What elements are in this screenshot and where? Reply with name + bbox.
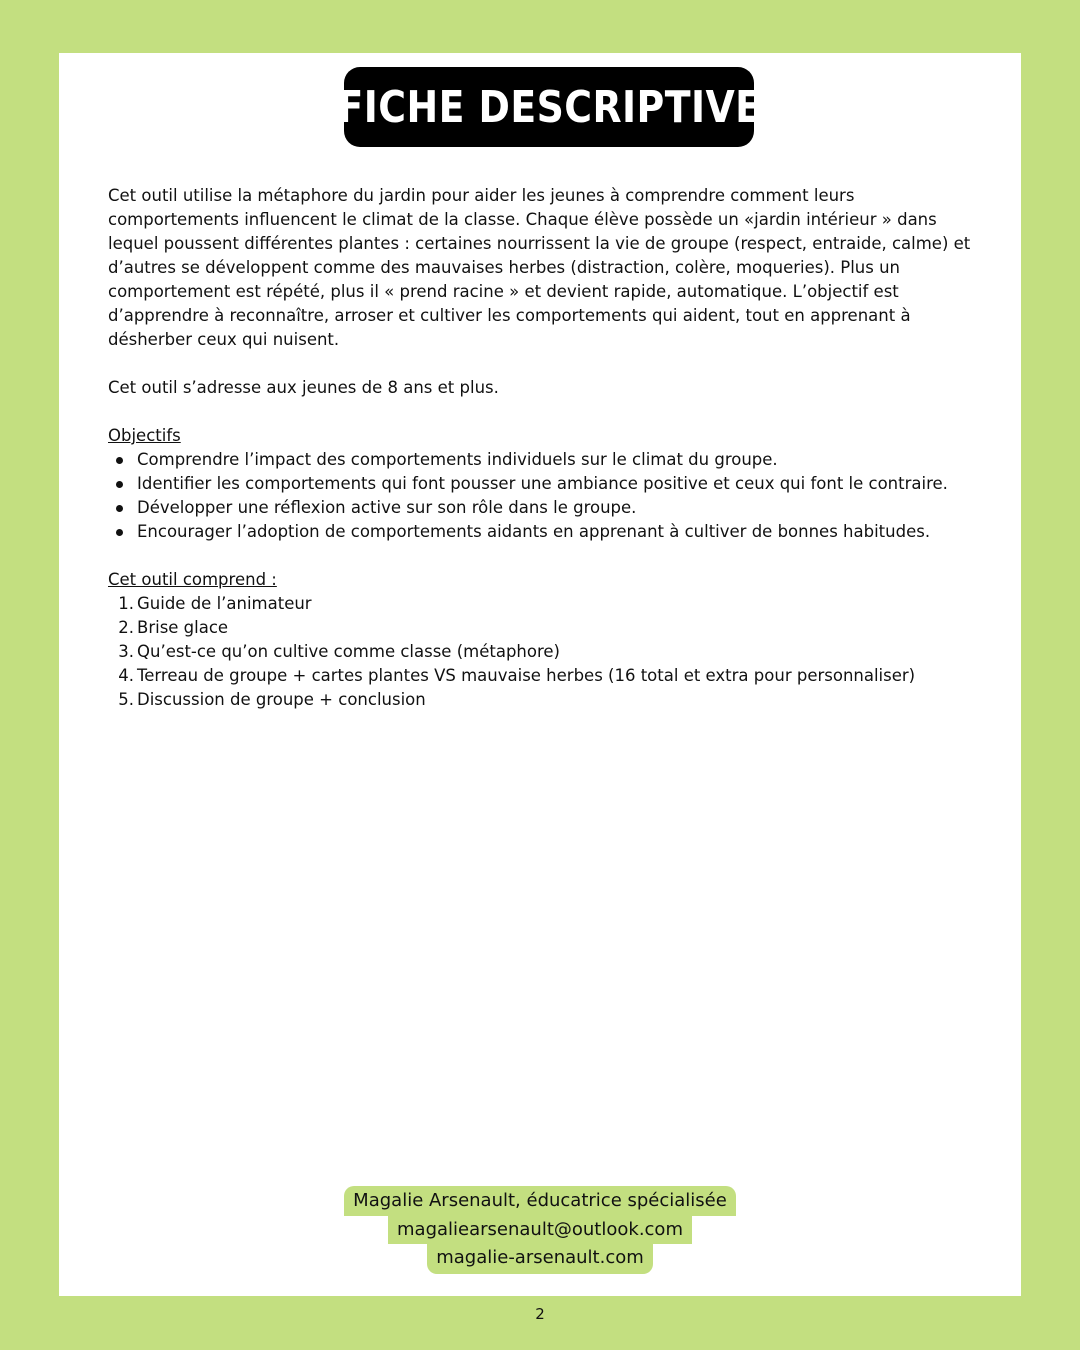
contents-item-number: 1. — [118, 594, 134, 613]
audience-text: Cet outil s’adresse aux jeunes de 8 ans et plus. — [108, 378, 499, 397]
author-website[interactable]: magalie-arsenault.com — [427, 1244, 653, 1274]
contents-item-text: Terreau de groupe + cartes plantes VS mauvaise herbes (16 total et extra pour personnaliser) — [137, 666, 916, 685]
contents-item — [118, 688, 988, 712]
author-credits — [59, 1186, 1021, 1274]
contents-item — [118, 664, 988, 688]
objective-item: Encourager l’adoption de comportements aidants en apprenant à cultiver de bonnes habitudes. — [137, 520, 988, 544]
intro-paragraph: Cet outil utilise la métaphore du jardin pour aider les jeunes à comprendre comment leurs comportements influencent le climat de la classe. Chaque élève possède un «jardin intérieur » dans lequel poussent différentes plantes : certaines nourrissent la vie de groupe (respect, entraide, calme) et d’autres se développent comme des mauvaises herbes (distraction, colère, moqueries). Plus un comportement est répété, plus il « prend racine » et devient rapide, automatique. L’objectif est d’apprendre à reconnaître, arroser et cultiver les comportements qui aident, tout en apprenant à désherber ceux qui nuisent. — [108, 186, 971, 349]
objective-item: Comprendre l’impact des comportements individuels sur le climat du groupe. — [137, 448, 988, 472]
objective-item: Développer une réflexion active sur son rôle dans le groupe. — [137, 496, 988, 520]
objective-item: Identifier les comportements qui font pousser une ambiance positive et ceux qui font le contraire. — [137, 472, 988, 496]
contents-item — [118, 640, 988, 664]
contents-item-text: Brise glace — [137, 618, 229, 637]
page-title: FICHE DESCRIPTIVE — [337, 81, 761, 133]
author-email[interactable]: magaliearsenault@outlook.com — [388, 1216, 692, 1244]
contents-item-number: 5. — [118, 690, 134, 709]
contents-item-number: 2. — [118, 618, 134, 637]
objectives-list — [108, 448, 988, 544]
contents-list — [108, 592, 988, 712]
contents-item — [118, 616, 988, 640]
contents-item — [118, 592, 988, 616]
page-number: 2 — [535, 1305, 545, 1323]
contents-heading: Cet outil comprend : — [108, 570, 277, 589]
title-badge — [337, 67, 761, 147]
objectives-heading: Objectifs — [108, 426, 181, 445]
spacer — [108, 544, 988, 568]
contents-item-number: 3. — [118, 642, 134, 661]
author-name: Magalie Arsenault, éducatrice spécialisée — [344, 1186, 736, 1216]
contents-item-number: 4. — [118, 666, 134, 685]
spacer — [108, 352, 988, 376]
spacer — [108, 400, 988, 424]
document-body — [108, 184, 988, 712]
contents-item-text: Qu’est-ce qu’on cultive comme classe (métaphore) — [137, 642, 560, 661]
contents-item-text: Discussion de groupe + conclusion — [137, 690, 426, 709]
contents-item-text: Guide de l’animateur — [137, 594, 312, 613]
document-sheet — [59, 53, 1021, 1296]
